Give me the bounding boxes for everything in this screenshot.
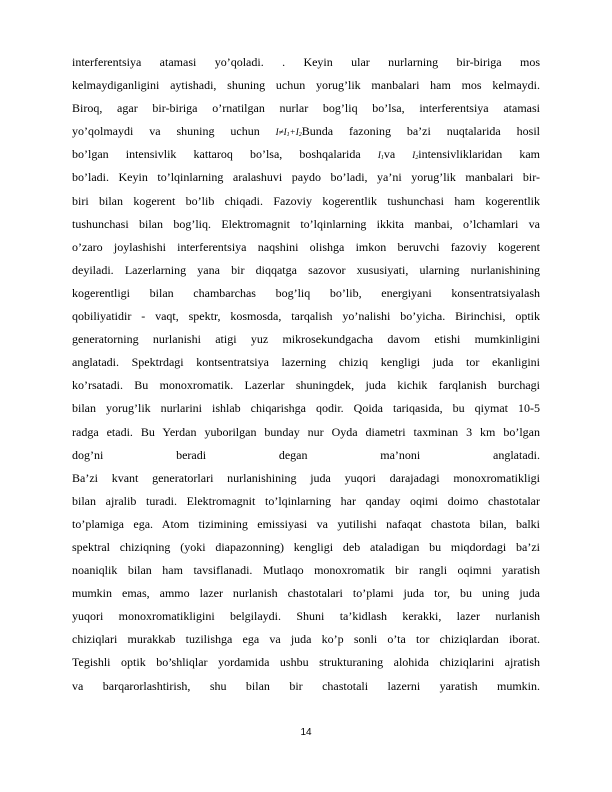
intensity-i2-symbol: $I_2$ bbox=[412, 150, 419, 162]
text-line: mumkin emas, ammo lazer nurlanish chastotalari to’plami juda tor, bu uning juda bbox=[72, 586, 540, 601]
text-line: va barqarorlashtirish, shu bilan bir chastotali lazerni yaratish mumkin. bbox=[72, 678, 540, 693]
line-fragment: intensivliklaridan kam bbox=[418, 147, 540, 162]
intensity-inequality-formula: $I\ne I_1+I_2$ bbox=[275, 127, 302, 139]
text-line: generatorning nurlanishi atigi yuz mikrosekundgacha davom etishi mumkinligini bbox=[72, 332, 540, 347]
text-line: to’plamiga ega. Atom tizimining emissiyasi va yutilishi nafaqat chastota bilan, balki bbox=[72, 516, 540, 531]
text-line: ko’rsatadi. Bu monoxromatik. Lazerlar shuningdek, juda kichik farqlanish burchagi bbox=[72, 378, 540, 393]
text-line-with-formula bbox=[72, 143, 540, 166]
text-line: radga etadi. Bu Yerdan yuborilgan bunday nur Oyda diametri taxminan 3 km bo’lgan bbox=[72, 424, 540, 439]
text-line-with-formula bbox=[72, 120, 540, 143]
text-line: kelmaydiganligini aytishadi, shuning uchun yorug’lik manbalari ham mos kelmaydi. bbox=[72, 78, 540, 93]
text-line: noaniqlik bilan ham tavsiflanadi. Mutlaqo monoxromatik bir rangli oqimni yaratish bbox=[72, 563, 540, 578]
line-fragment: yo’qolmaydi va shuning uchun bbox=[72, 124, 260, 139]
line-fragment: bo’lgan intensivlik kattaroq bo’lsa, boshqalarida bbox=[72, 147, 361, 162]
text-line: deyiladi. Lazerlarning yana bir diqqatga sazovor xususiyati, ularning nurlanishining bbox=[72, 262, 540, 277]
text-line: dog’ni beradi degan ma’noni anglatadi. bbox=[72, 447, 540, 462]
text-line: qobiliyatidir - vaqt, spektr, kosmosda, tarqalish yo’nalishi bo’yicha. Birinchisi, optik bbox=[72, 309, 540, 324]
text-line: biri bilan kogerent bo’lib chiqadi. Fazoviy kogerentlik tushunchasi ham kogerentlik bbox=[72, 193, 540, 208]
text-line: Tegishli optik bo’shliqlar yordamida ushbu strukturaning alohida chiziqlarini ajratish bbox=[72, 655, 540, 670]
page-number: 14 bbox=[300, 727, 312, 738]
body-text bbox=[72, 51, 540, 698]
text-line: kogerentligi bilan chambarchas bog’liq bo’lib, energiyani konsentratsiyalash bbox=[72, 285, 540, 300]
intensity-i1-symbol: $I_1$ bbox=[377, 150, 384, 162]
line-fragment: va bbox=[383, 147, 396, 162]
text-line: spektral chiziqning (yoki diapazonning) kengligi deb ataladigan bu miqdordagi ba’zi bbox=[72, 539, 540, 554]
text-line: Biroq, agar bir-biriga o’rnatilgan nurlar bog’liq bo’lsa, interferentsiya atamasi bbox=[72, 101, 540, 116]
line-fragment: Bunda fazoning ba’zi nuqtalarida hosil bbox=[301, 124, 540, 139]
text-line: o’zaro joylashishi interferentsiya naqshini olishga imkon beruvchi fazoviy kogerent bbox=[72, 239, 540, 254]
text-line: chiziqlari murakkab tuzilishga ega va juda ko’p sonli o’ta tor chiziqlardan iborat. bbox=[72, 632, 540, 647]
text-line: interferentsiya atamasi yo’qoladi. . Keyin ular nurlarning bir-biriga mos bbox=[72, 55, 540, 69]
text-line: anglatadi. Spektrdagi kontsentratsiya lazerning chiziq kengligi juda tor ekanligini bbox=[72, 355, 540, 370]
text-line: bilan yorug’lik nurlarini ishlab chiqarishga qodir. Qoida tariqasida, bu qiymat 10-5 bbox=[72, 401, 540, 416]
text-line: Ba’zi kvant generatorlari nurlanishining juda yuqori darajadagi monoxromatikligi bbox=[72, 470, 540, 485]
text-line: tushunchasi bilan bog’liq. Elektromagnit to’lqinlarning ikkita manbai, o’lchamlari va bbox=[72, 216, 540, 231]
text-line: bilan ajralib turadi. Elektromagnit to’lqinlarning har qanday oqimi doimo chastotalar bbox=[72, 493, 540, 508]
text-line: yuqori monoxromatikligini belgilaydi. Shuni ta’kidlash kerakki, lazer nurlanish bbox=[72, 609, 540, 624]
text-line: bo’ladi. Keyin to’lqinlarning aralashuvi paydo bo’ladi, ya’ni yorug’lik manbalari bir- bbox=[72, 170, 540, 185]
